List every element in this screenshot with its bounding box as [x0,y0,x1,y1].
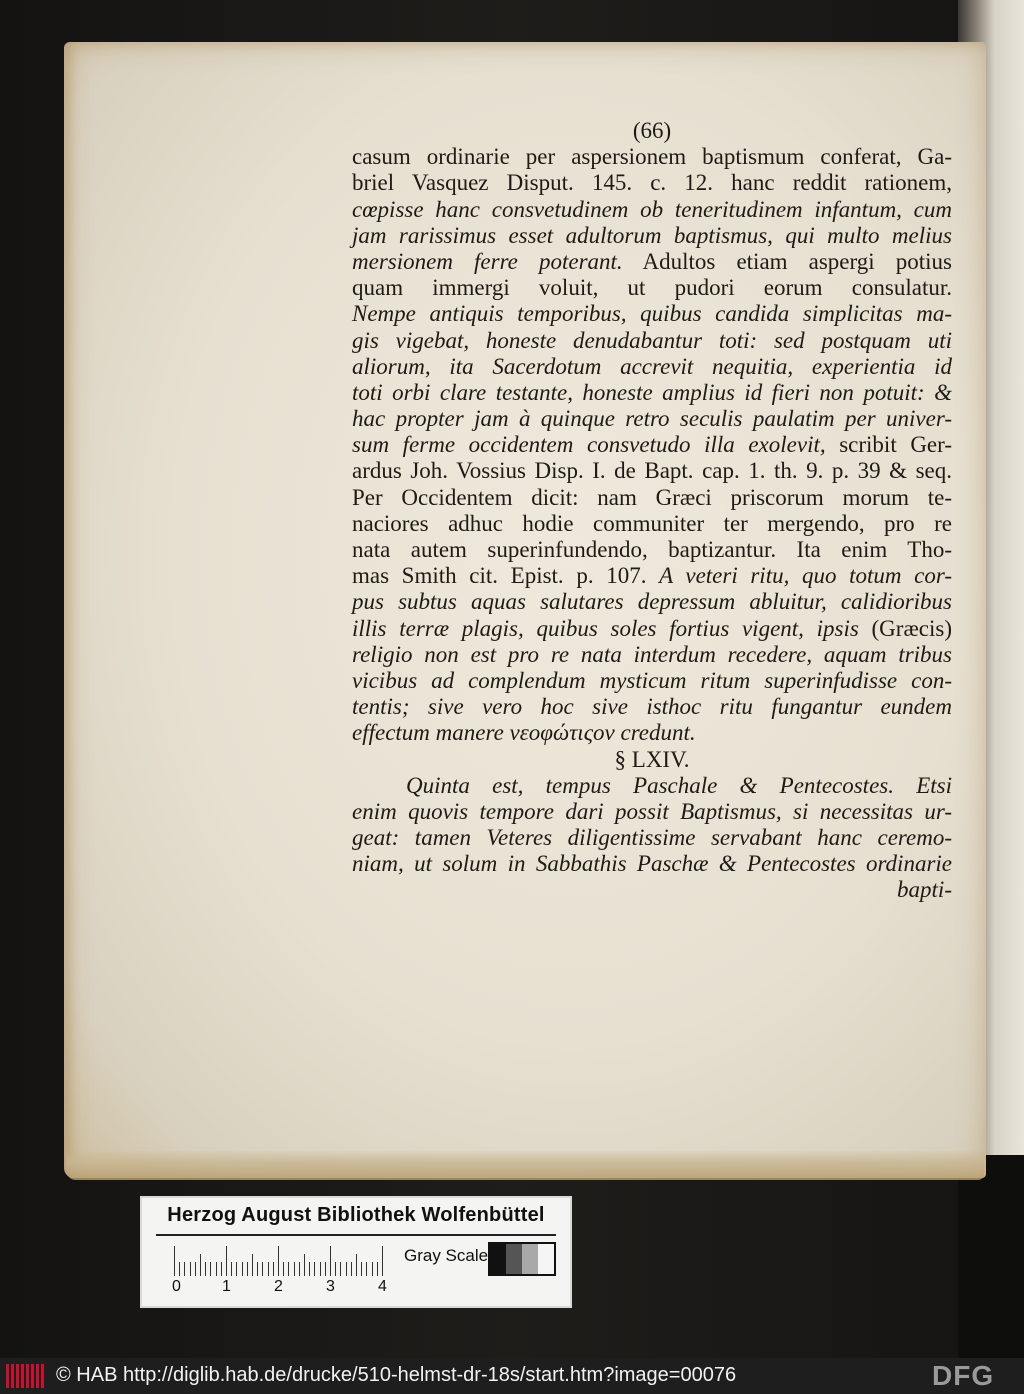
footer-bar [0,1358,1024,1394]
text-line [352,851,952,877]
ruler-tick [184,1262,185,1276]
section-heading: § LXIV. [614,746,690,772]
text-line [352,249,952,275]
text-line [352,275,952,301]
text-line [352,616,952,642]
ruler-tick [377,1262,378,1276]
ruler-tick [361,1262,362,1276]
ruler-tick [268,1262,269,1276]
ruler-tick [190,1262,191,1276]
roman-segment: Per Occidentem dicit: nam Græci priscorum morum te- [352,484,952,510]
ruler-tick [299,1262,300,1276]
ruler-tick [247,1262,248,1276]
text-line [352,589,952,615]
ruler-tick [179,1262,180,1276]
roman-segment: briel Vasquez Disput. 145. c. 12. hanc reddit rationem, [352,170,952,196]
text-line [352,354,952,380]
ruler-tick [288,1262,289,1276]
ruler [174,1242,402,1276]
italic-segment: Quinta est, tempus Paschale & Pentecostes. Etsi [406,772,952,798]
text-line [352,485,952,511]
ruler-tick [320,1262,321,1276]
roman-segment: naciores adhuc hodie communiter ter mergendo, pro re [352,510,952,536]
ruler-tick [330,1246,331,1276]
text-line [352,328,952,354]
paragraph-lxiv [352,773,952,878]
ruler-tick [340,1262,341,1276]
ruler-tick [351,1262,352,1276]
ruler-tick [283,1262,284,1276]
roman-segment: scribit Ger- [825,432,952,458]
italic-segment: mersionem ferre poterant. [352,248,623,274]
ruler-tick [200,1254,201,1276]
roman-segment: mas Smith cit. Epist. p. 107. [352,563,660,589]
ruler-tick [273,1262,274,1276]
ruler-tick [242,1262,243,1276]
target-title: Herzog August Bibliothek Wolfenbüttel [167,1204,545,1226]
italic-segment: effectum manere νεοφώτιςον credunt. [352,720,696,746]
text-line [352,825,952,851]
text-line [352,537,952,563]
ruler-tick [210,1262,211,1276]
gray-scale-swatches [488,1242,556,1276]
ruler-tick [372,1262,373,1276]
page-number [352,118,952,144]
ruler-tick [309,1262,310,1276]
ruler-tick [314,1262,315,1276]
ruler-number: 3 [326,1278,335,1295]
text-line [352,380,952,406]
ruler-tick [205,1262,206,1276]
italic-segment: cœpisse hanc consvetudinem ob teneritudinem infantum, cum [352,196,952,222]
italic-segment: niam, ut solum in Sabbathis Paschæ & Pentecostes ordinarie [352,851,952,877]
ruler-tick [294,1262,295,1276]
ruler-number: 2 [274,1278,283,1295]
italic-segment: toti orbi clare testante, honeste amplius id fieri non potuit: & [352,379,952,405]
ruler-tick [356,1254,357,1276]
ruler-tick [382,1246,383,1276]
page-bottom-edge [66,1150,984,1180]
roman-segment: Adultos etiam aspergi potius [622,248,952,274]
text-line [352,642,952,668]
roman-segment: nata autem superinfundendo, baptizantur. Ita enim Tho- [352,537,952,562]
italic-segment: tentis; sive vero hoc sive isthoc ritu fungantur eundem [352,694,952,720]
roman-segment: (Græcis) [858,615,952,641]
text-line [352,668,952,694]
dfg-logo: DFG [932,1360,995,1391]
page-text [352,118,952,904]
italic-segment: gis vigebat, honeste denudabantur toti: sed postquam uti [352,327,952,353]
text-line [352,432,952,458]
text-line [352,563,952,589]
roman-segment: quam immergi voluit, ut pudori eorum consulatur. [352,275,952,301]
ruler-tick [304,1254,305,1276]
gray-swatch [490,1244,506,1274]
ruler-tick [262,1262,263,1276]
text-line [352,301,952,327]
italic-segment: religio non est pro re nata interdum recedere, aquam tribus [352,641,952,667]
ruler-tick [226,1246,227,1276]
paragraph-lxiii-end [352,144,952,746]
ruler-tick [325,1262,326,1276]
text-line [352,458,952,484]
italic-segment: sum ferme occidentem consvetudo illa exolevit, [352,432,826,458]
text-line [352,694,952,720]
gray-swatch [522,1244,538,1274]
footer-permalink[interactable]: © HAB http://diglib.hab.de/drucke/510-helmst-dr-18s/start.htm?image=00076 [56,1364,737,1386]
italic-segment: pus subtus aquas salutares depressum abluitur, calidioribus [352,589,952,615]
italic-segment: geat: tamen Veteres diligentissime servabant hanc ceremo- [352,825,952,851]
ruler-tick [195,1262,196,1276]
ruler-tick [346,1262,347,1276]
page-number-text: (66) [632,118,672,143]
italic-segment: enim quovis tempore dari possit Baptismus, si necessitas ur- [352,798,952,824]
gray-swatch [506,1244,522,1274]
text-line [352,511,952,537]
hab-logo-icon [6,1364,46,1388]
text-line [352,223,952,249]
text-line [352,720,952,746]
text-line [352,197,952,223]
italic-segment: aliorum, ita Sacerdotum accrevit nequitia, experientia id [352,353,952,379]
text-line [352,799,952,825]
ruler-tick [366,1262,367,1276]
ruler-number: 4 [378,1278,387,1295]
ruler-tick [252,1254,253,1276]
italic-segment: hac propter jam à quinque retro seculis paulatim per univer- [352,406,952,432]
catchword: bapti- [897,877,952,903]
italic-segment: Nempe antiquis temporibus, quibus candida simplicitas ma- [352,301,952,327]
ruler-tick [236,1262,237,1276]
roman-segment: casum ordinarie per aspersionem baptismum conferat, Ga- [352,144,952,170]
ruler-number: 1 [222,1278,231,1295]
italic-segment: A veteri ritu, quo totum cor- [659,563,952,589]
text-line [352,144,952,170]
ruler-tick [216,1262,217,1276]
roman-segment: ardus Joh. Vossius Disp. I. de Bapt. cap. 1. th. 9. p. 39 & seq. [352,458,952,484]
ruler-tick [335,1262,336,1276]
italic-segment: vicibus ad complendum mysticum ritum superinfudisse con- [352,667,952,693]
gray-scale-label: Gray Scale [404,1246,489,1265]
italic-segment: illis terræ plagis, quibus soles fortius vigent, ipsis [352,615,859,641]
facing-page-shadow [958,1155,1024,1358]
ruler-tick [278,1246,279,1276]
ruler-tick [231,1262,232,1276]
ruler-tick [257,1262,258,1276]
text-line [352,406,952,432]
italic-segment: jam rarissimus esset adultorum baptismus, qui multo melius [352,222,952,248]
ruler-tick [221,1262,222,1276]
target-divider [156,1234,556,1236]
text-line [352,773,952,799]
gray-swatch [538,1244,554,1274]
ruler-tick [174,1246,175,1276]
text-line [352,170,952,196]
color-target [140,1196,572,1308]
ruler-number: 0 [172,1278,181,1295]
